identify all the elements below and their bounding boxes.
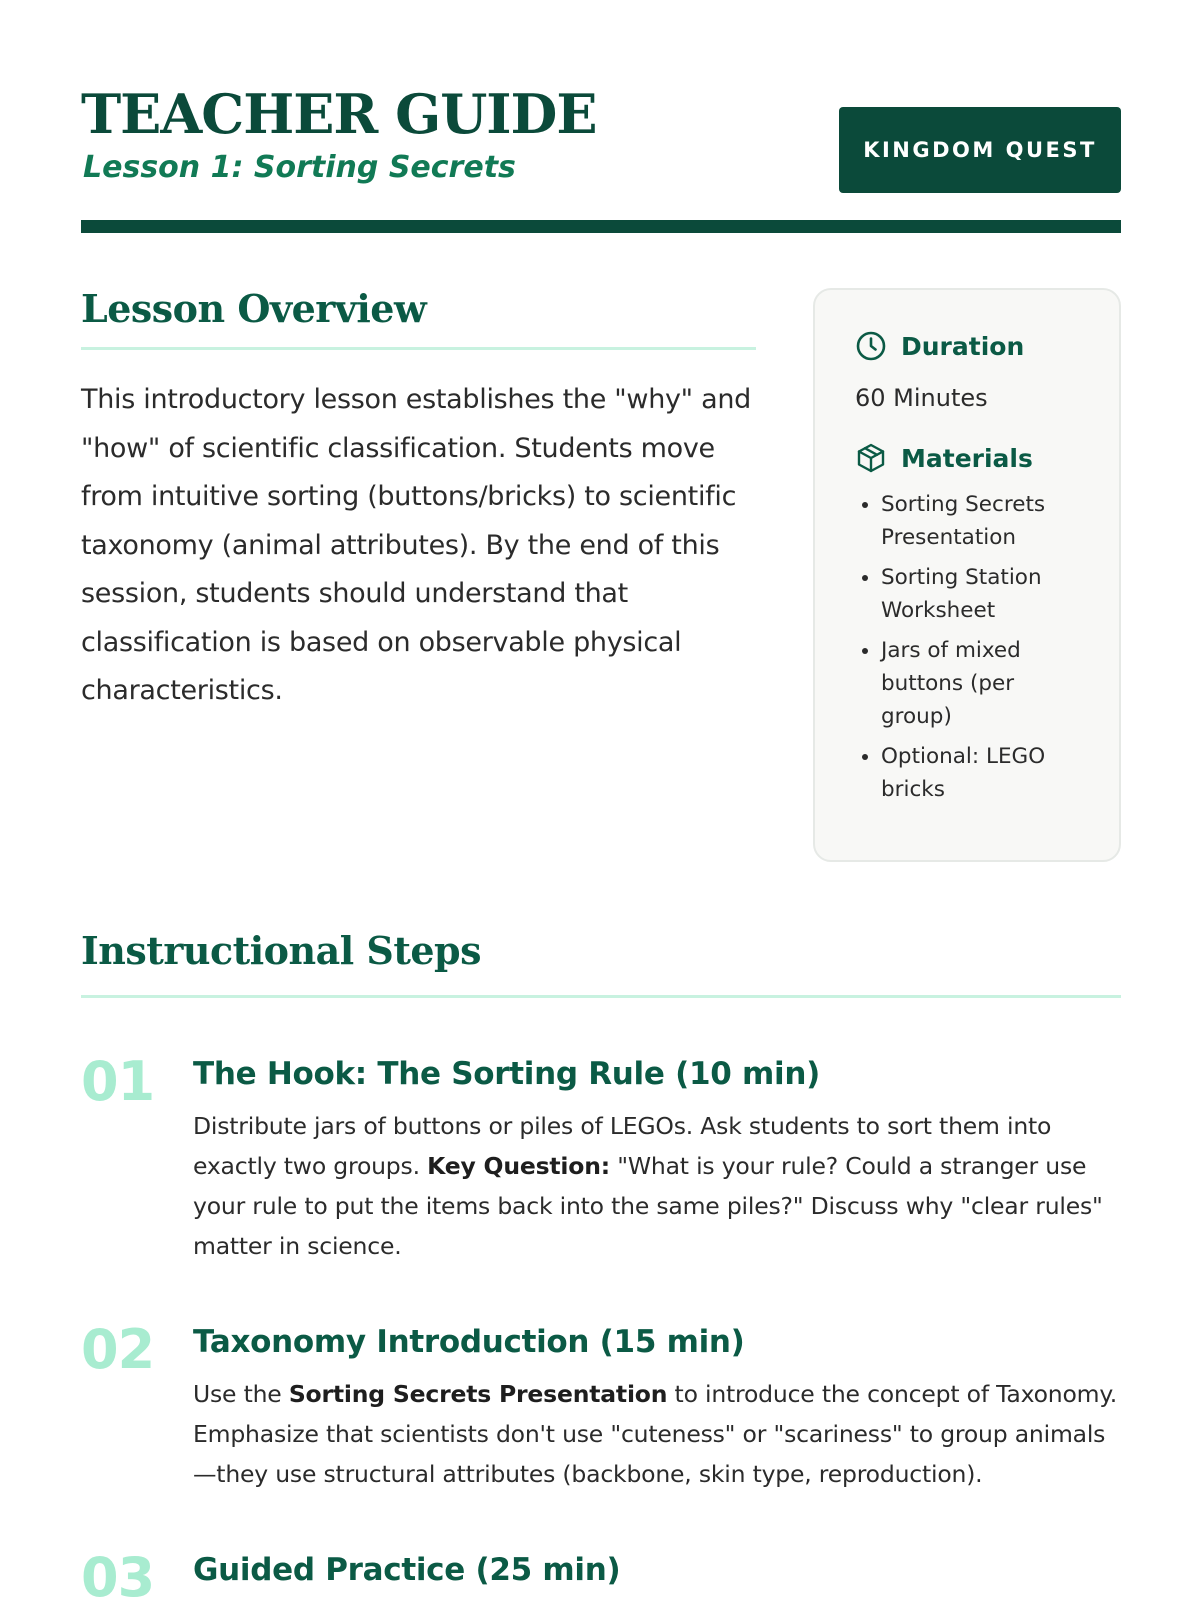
instructional-steps-section	[81, 928, 1121, 1609]
step-description	[193, 1106, 1121, 1266]
header-divider	[81, 220, 1121, 233]
step-text: Use the	[193, 1380, 289, 1408]
materials-list	[855, 488, 1089, 806]
step-text: to introduce the concept of Taxonomy. Emphasize that scientists don't use "cuteness" or "scariness" to group animals—they use structural attributes (backbone, skin type, reproduction).	[193, 1380, 1117, 1488]
materials-label: Materials	[901, 443, 1033, 473]
lesson-subtitle: Lesson 1: Sorting Secrets	[83, 150, 516, 185]
step-number: 01	[81, 1050, 155, 1113]
step-key-phrase: Sorting Secrets Presentation	[288, 1380, 668, 1408]
lesson-overview-heading: Lesson Overview	[81, 286, 427, 331]
page-header	[81, 0, 1121, 234]
lesson-overview-section	[81, 286, 756, 716]
lesson-info-card	[813, 288, 1121, 862]
step-1	[81, 1050, 1121, 1266]
overview-divider	[81, 347, 756, 350]
step-text: Distribute jars of buttons or piles of LEGOs. Ask students to sort them into exactly two groups.	[193, 1112, 1052, 1180]
step-2	[81, 1318, 1121, 1494]
list-item: • Sorting Secrets Presentation	[881, 488, 1089, 554]
step-title: Taxonomy Introduction (15 min)	[193, 1324, 745, 1360]
steps-divider	[81, 995, 1121, 998]
step-title: The Hook: The Sorting Rule (10 min)	[193, 1056, 820, 1092]
step-description	[193, 1374, 1121, 1494]
clock-icon	[855, 330, 887, 362]
duration-heading	[855, 330, 1089, 362]
instructional-steps-heading: Instructional Steps	[81, 928, 482, 973]
page-title: TEACHER GUIDE	[81, 82, 597, 146]
teacher-guide-page	[81, 0, 1121, 1609]
materials-heading	[855, 442, 1089, 474]
list-item: • Optional: LEGO bricks	[881, 740, 1089, 806]
duration-label: Duration	[901, 331, 1025, 361]
step-title: Guided Practice (25 min)	[193, 1552, 621, 1588]
duration-value: 60 Minutes	[855, 384, 988, 412]
step-key-phrase: Key Question:	[427, 1152, 610, 1180]
step-number: 02	[81, 1318, 155, 1381]
list-item: • Jars of mixed buttons (per group)	[881, 634, 1089, 733]
step-3	[81, 1546, 1121, 1609]
list-item: • Sorting Station Worksheet	[881, 561, 1089, 627]
brand-badge: KINGDOM QUEST	[839, 107, 1121, 193]
box-icon	[855, 442, 887, 474]
step-number: 03	[81, 1546, 155, 1609]
overview-text: This introductory lesson establishes the "why" and "how" of scientific classification. Students move from intuitive sorting (buttons/bricks) to scientific taxonomy (animal attributes). By the end of this session, students should understand that classification is based on observable physical characteristics.	[81, 384, 751, 706]
step-text: "What is your rule? Could a stranger use your rule to put the items back into the same piles?" Discuss why "clear rules" matter in science.	[193, 1152, 1103, 1260]
